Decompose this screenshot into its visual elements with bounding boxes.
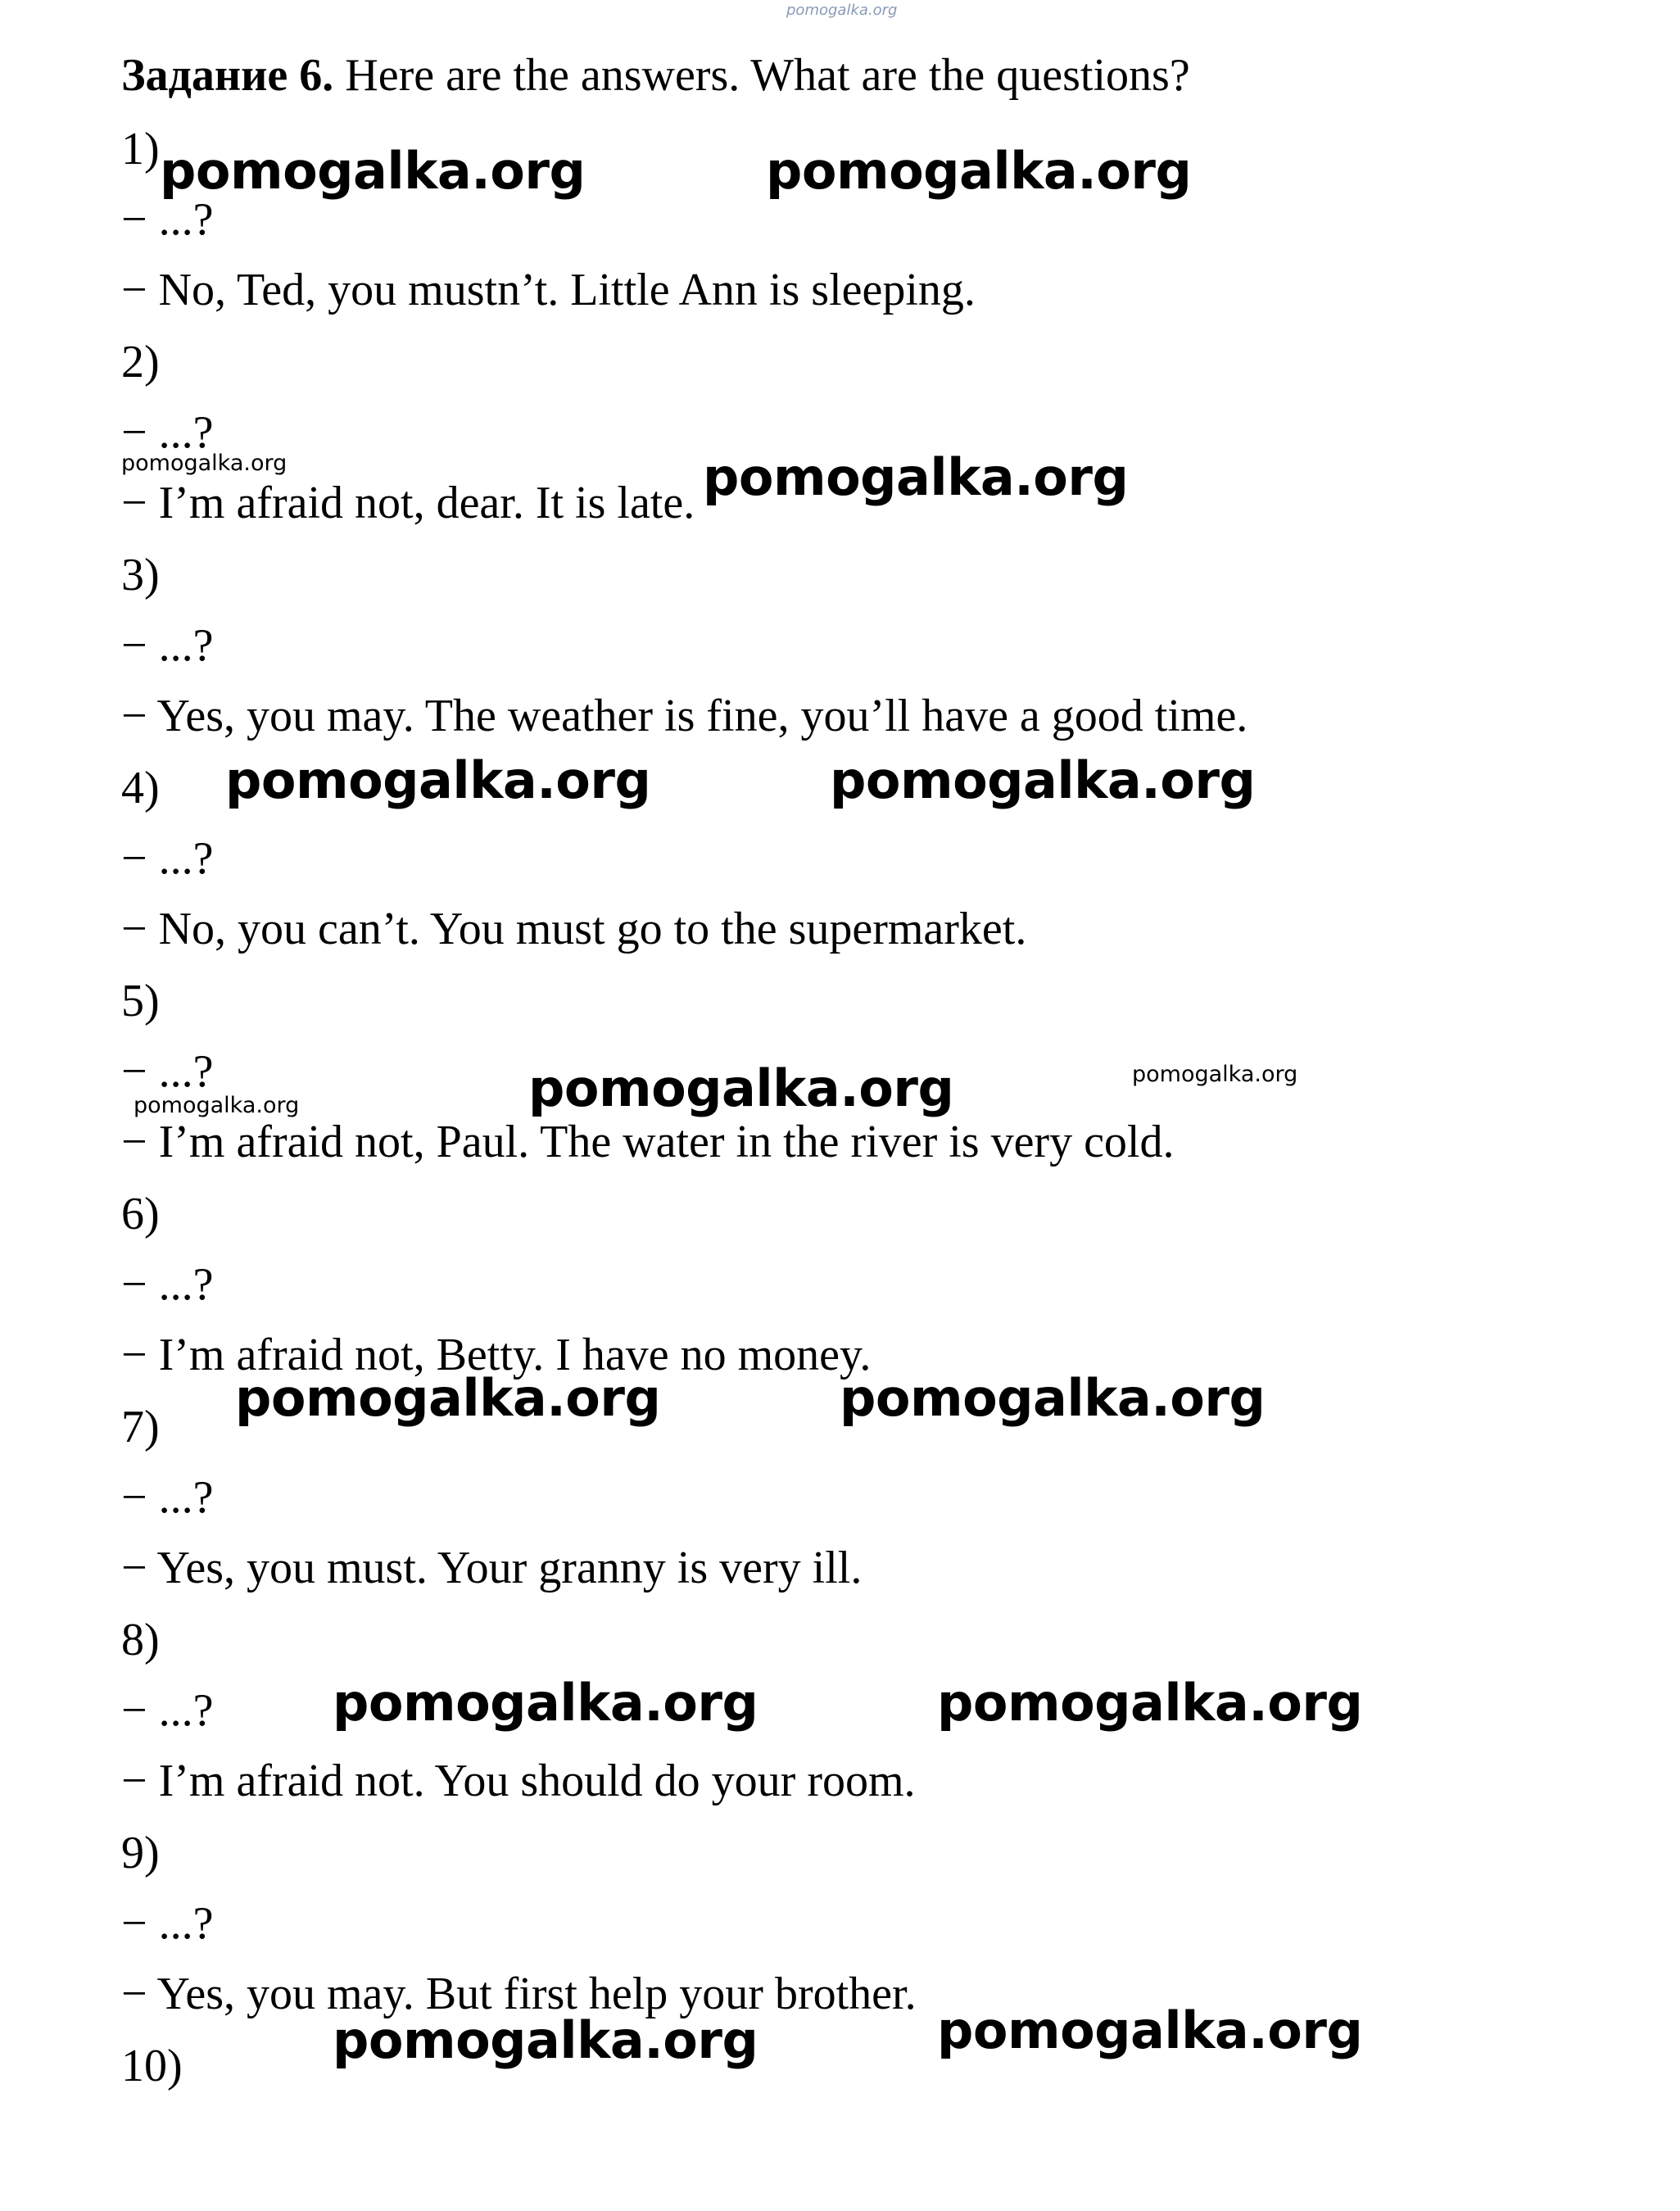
watermark-14: pomogalka.org: [333, 2010, 758, 2070]
item-number-9: 9): [121, 1828, 160, 1878]
watermark-12: pomogalka.org: [333, 1673, 758, 1733]
item-answer-2: − I’m afraid not, dear. It is late.: [121, 478, 695, 528]
item-answer-7: − Yes, you must. Your granny is very ill.: [121, 1543, 863, 1593]
item-number-3: 3): [121, 550, 160, 600]
item-answer-4: − No, you can’t. You must go to the supermarket.: [121, 904, 1027, 954]
watermark-13: pomogalka.org: [937, 1673, 1363, 1733]
item-number-2: 2): [121, 337, 160, 387]
item-answer-9: − Yes, you may. But first help your brother.: [121, 1969, 917, 2019]
item-question-1: − ...?: [121, 194, 214, 245]
watermark-top: pomogalka.org: [786, 2, 898, 19]
item-answer-1: − No, Ted, you mustn’t. Little Ann is sleeping.: [121, 265, 976, 315]
watermark-4: pomogalka.org: [703, 447, 1129, 507]
watermark-2: pomogalka.org: [766, 141, 1192, 201]
item-number-5: 5): [121, 976, 160, 1026]
watermark-3: pomogalka.org: [121, 451, 288, 476]
watermark-11: pomogalka.org: [840, 1368, 1266, 1428]
watermark-8: pomogalka.org: [1132, 1062, 1298, 1087]
item-question-5: − ...?: [121, 1046, 214, 1097]
item-question-4: − ...?: [121, 833, 214, 884]
item-question-9: − ...?: [121, 1898, 214, 1949]
item-answer-3: − Yes, you may. The weather is fine, you’ll have a good time.: [121, 691, 1248, 741]
watermark-1: pomogalka.org: [160, 141, 586, 201]
item-question-7: − ...?: [121, 1472, 214, 1523]
watermark-15: pomogalka.org: [937, 2000, 1363, 2060]
watermark-9: pomogalka.org: [134, 1093, 300, 1118]
item-question-2: − ...?: [121, 407, 214, 458]
task-title: [121, 50, 1190, 101]
item-answer-8: − I’m afraid not. You should do your room.: [121, 1756, 916, 1806]
item-question-6: − ...?: [121, 1259, 214, 1310]
item-number-4: 4): [121, 763, 160, 813]
item-number-6: 6): [121, 1189, 160, 1239]
watermark-7: pomogalka.org: [528, 1058, 954, 1118]
item-question-3: − ...?: [121, 620, 214, 671]
item-number-10: 10): [121, 2041, 183, 2091]
item-number-8: 8): [121, 1615, 160, 1665]
item-number-1: 1): [121, 124, 160, 174]
watermark-5: pomogalka.org: [225, 750, 651, 810]
watermark-10: pomogalka.org: [235, 1368, 661, 1428]
item-answer-5: − I’m afraid not, Paul. The water in the river is very cold.: [121, 1117, 1175, 1167]
item-question-8: − ...?: [121, 1685, 214, 1736]
watermark-6: pomogalka.org: [830, 750, 1256, 810]
task-instruction: Here are the answers. What are the questions?: [333, 50, 1190, 101]
task-label: Задание 6.: [121, 50, 334, 101]
item-number-7: 7): [121, 1402, 160, 1452]
item-answer-6: − I’m afraid not, Betty. I have no money.: [121, 1330, 872, 1380]
